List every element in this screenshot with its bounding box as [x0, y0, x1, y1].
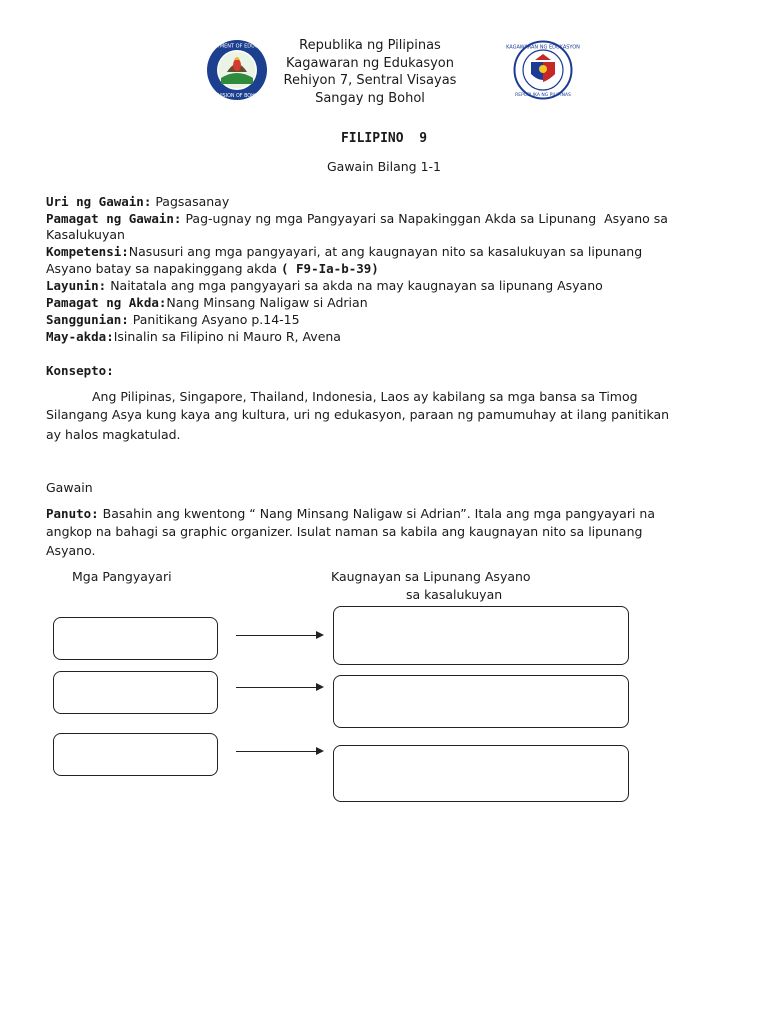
field-pamagat-value: Pag-ugnay ng mga Pangyayari sa Napakinggan Akda sa Lipunang Asyano sa [181, 211, 668, 226]
field-sanggunian-label: Sanggunian: [46, 312, 129, 327]
konsepto-line-2: Silangang Asya kung kaya ang kultura, uri ng edukasyon, paraan ng pamumuhay at ilang panitikan [46, 407, 670, 422]
relation-box-2[interactable] [333, 675, 629, 728]
field-kompetensi-value: Nasusuri ang mga pangyayari, at ang kaugnayan nito sa kasalukuyan sa lipunang [128, 244, 643, 259]
panuto-text: Basahin ang kwentong “ Nang Minsang Naligaw si Adrian”. Itala ang mga pangyayari na [98, 506, 656, 521]
event-box-2[interactable] [53, 671, 218, 714]
header-rehiyon: Rehiyon 7, Sentral Visayas [283, 73, 457, 88]
kagawaran-ng-edukasyon-seal-logo [506, 40, 580, 100]
field-sanggunian [46, 311, 300, 328]
field-kompetensi-code: ( F9-Ia-b-39) [280, 261, 379, 276]
field-kompetensi [46, 243, 642, 260]
panuto-line-2: angkop na bahagi sa graphic organizer. Isulat naman sa kabila ang kaugnayan nito sa lipunang [46, 524, 643, 539]
arrow-icon-3 [236, 751, 322, 752]
header-republika: Republika ng Pilipinas [299, 38, 441, 53]
event-box-1[interactable] [53, 617, 218, 660]
organizer-right-header-2: sa kasalukuyan [406, 587, 503, 602]
field-pamagat-label: Pamagat ng Gawain: [46, 211, 182, 226]
panuto-line-3: Asyano. [46, 543, 96, 558]
page-title: FILIPINO 9 [340, 131, 428, 146]
header-kagawaran: Kagawaran ng Edukasyon [285, 55, 455, 71]
organizer-left-header: Mga Pangyayari [72, 569, 172, 584]
arrow-icon-2 [236, 687, 322, 688]
header-sangay: Sangay ng Bohol [315, 90, 425, 106]
field-uri [46, 193, 229, 210]
gawain-heading: Gawain [46, 480, 93, 495]
panuto-line-1 [46, 505, 655, 522]
panuto-label: Panuto: [46, 506, 99, 521]
activity-number: Gawain Bilang 1-1 [326, 159, 442, 174]
field-uri-label: Uri ng Gawain: [46, 194, 152, 209]
field-akda [46, 294, 368, 311]
svg-text:DIVISION OF BOHOL: DIVISION OF BOHOL [212, 94, 262, 99]
field-kompetensi-value2: Asyano batay sa napakinggang akda [46, 261, 281, 276]
field-pamagat [46, 210, 668, 227]
organizer-right-header-1: Kaugnayan sa Lipunang Asyano [331, 569, 531, 584]
konsepto-line-1: Ang Pilipinas, Singapore, Thailand, Indonesia, Laos ay kabilang sa mga bansa sa Timog [92, 389, 638, 404]
event-box-3[interactable] [53, 733, 218, 776]
field-akda-label: Pamagat ng Akda: [46, 295, 167, 310]
field-layunin-label: Layunin: [46, 278, 107, 293]
field-mayakda [46, 328, 341, 345]
svg-text:DEPARTMENT OF EDUCATION: DEPARTMENT OF EDUCATION [200, 43, 274, 50]
field-mayakda-label: May-akda: [46, 329, 114, 344]
svg-text:REPUBLIKA NG PILIPINAS: REPUBLIKA NG PILIPINAS [515, 93, 571, 98]
konsepto-line-3: ay halos magkatulad. [46, 427, 181, 442]
konsepto-heading: Konsepto: [46, 363, 114, 378]
field-kompetensi-cont [46, 260, 379, 277]
relation-box-3[interactable] [333, 745, 629, 802]
field-akda-value: Nang Minsang Naligaw si Adrian [166, 295, 368, 310]
relation-box-1[interactable] [333, 606, 629, 665]
field-sanggunian-value: Panitikang Asyano p.14-15 [128, 312, 300, 327]
arrow-icon-1 [236, 635, 322, 636]
field-uri-value: Pagsasanay [151, 194, 230, 209]
field-layunin [46, 277, 603, 294]
field-kompetensi-label: Kompetensi: [46, 244, 129, 259]
svg-text:KAGAWARAN NG EDUKASYON: KAGAWARAN NG EDUKASYON [506, 44, 580, 51]
field-layunin-value: Naitatala ang mga pangyayari sa akda na may kaugnayan sa lipunang Asyano [106, 278, 603, 293]
field-mayakda-value: Isinalin sa Filipino ni Mauro R, Avena [113, 329, 341, 344]
field-pamagat-cont: Kasalukuyan [46, 227, 125, 242]
